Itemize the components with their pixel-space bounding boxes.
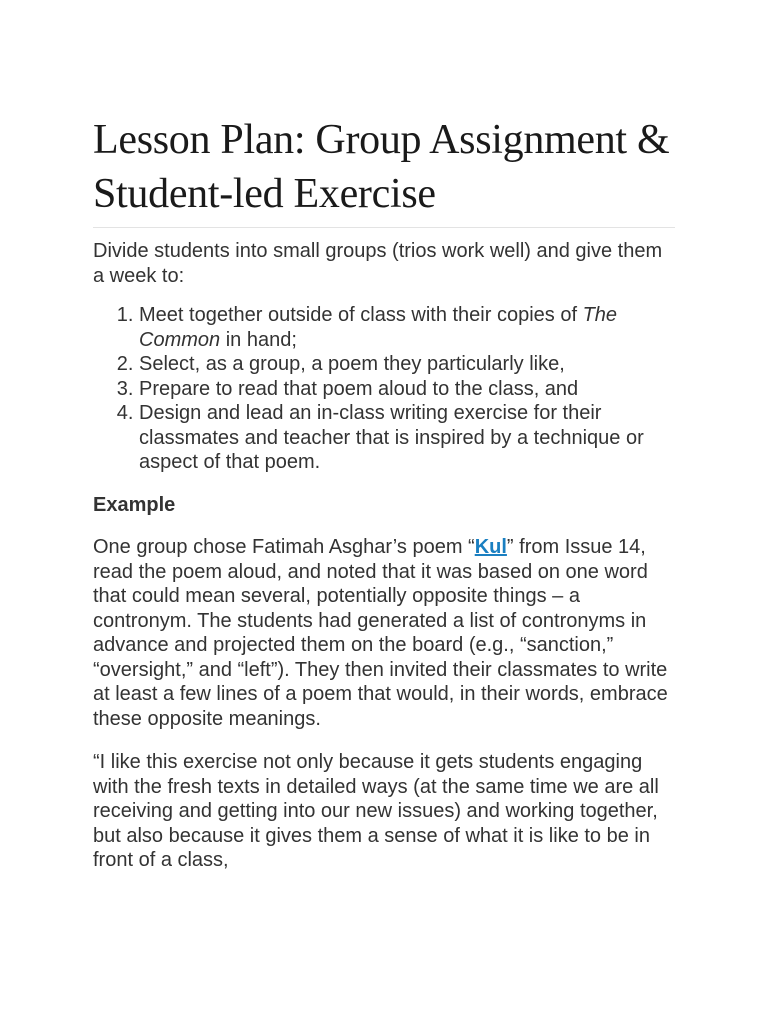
list-item: 2. Select, as a group, a poem they particularly like, — [139, 352, 675, 377]
list-item: 3. Prepare to read that poem aloud to the class, and — [139, 377, 675, 402]
magazine-title: The Common — [139, 304, 618, 351]
page-title: Lesson Plan: Group Assignment & Student-led Exercise — [93, 117, 670, 217]
poem-link[interactable]: Kul — [474, 536, 507, 558]
example-heading: Example — [93, 493, 176, 516]
quote-paragraph: “I like this exercise not only because it gets students engaging with the fresh texts in detailed ways (at the same time we are all receiving and getting into our new issues) and working together, but also because it gives them a sense of what it is like to be in front of a class, — [93, 751, 659, 871]
steps-list — [93, 303, 675, 475]
intro-paragraph: Divide students into small groups (trios work well) and give them a week to: — [93, 240, 663, 287]
step-1-text-end: in hand; — [220, 328, 297, 351]
example-text-start: One group chose Fatimah Asghar’s poem “ — [93, 536, 475, 558]
list-item: 4. Design and lead an in-class writing exercise for their classmates and teacher that is inspired by a technique or aspect of that poem. — [139, 401, 675, 475]
example-paragraph — [93, 535, 675, 731]
list-item — [139, 303, 675, 352]
step-1-text: Meet together outside of class with their copies of — [139, 304, 583, 326]
example-text-rest: ” from Issue 14, read the poem aloud, and noted that it was based on one word that could mean several, potentially opposite things – a contronym. The students had generated a list of contronyms in advance and projected them on the board (e.g., “sanction,” “oversight,” and “left”). They then invited their classmates to write at least a few lines of a poem that would, in their words, embrace these opposite meanings. — [93, 536, 668, 730]
title-divider — [93, 227, 675, 228]
